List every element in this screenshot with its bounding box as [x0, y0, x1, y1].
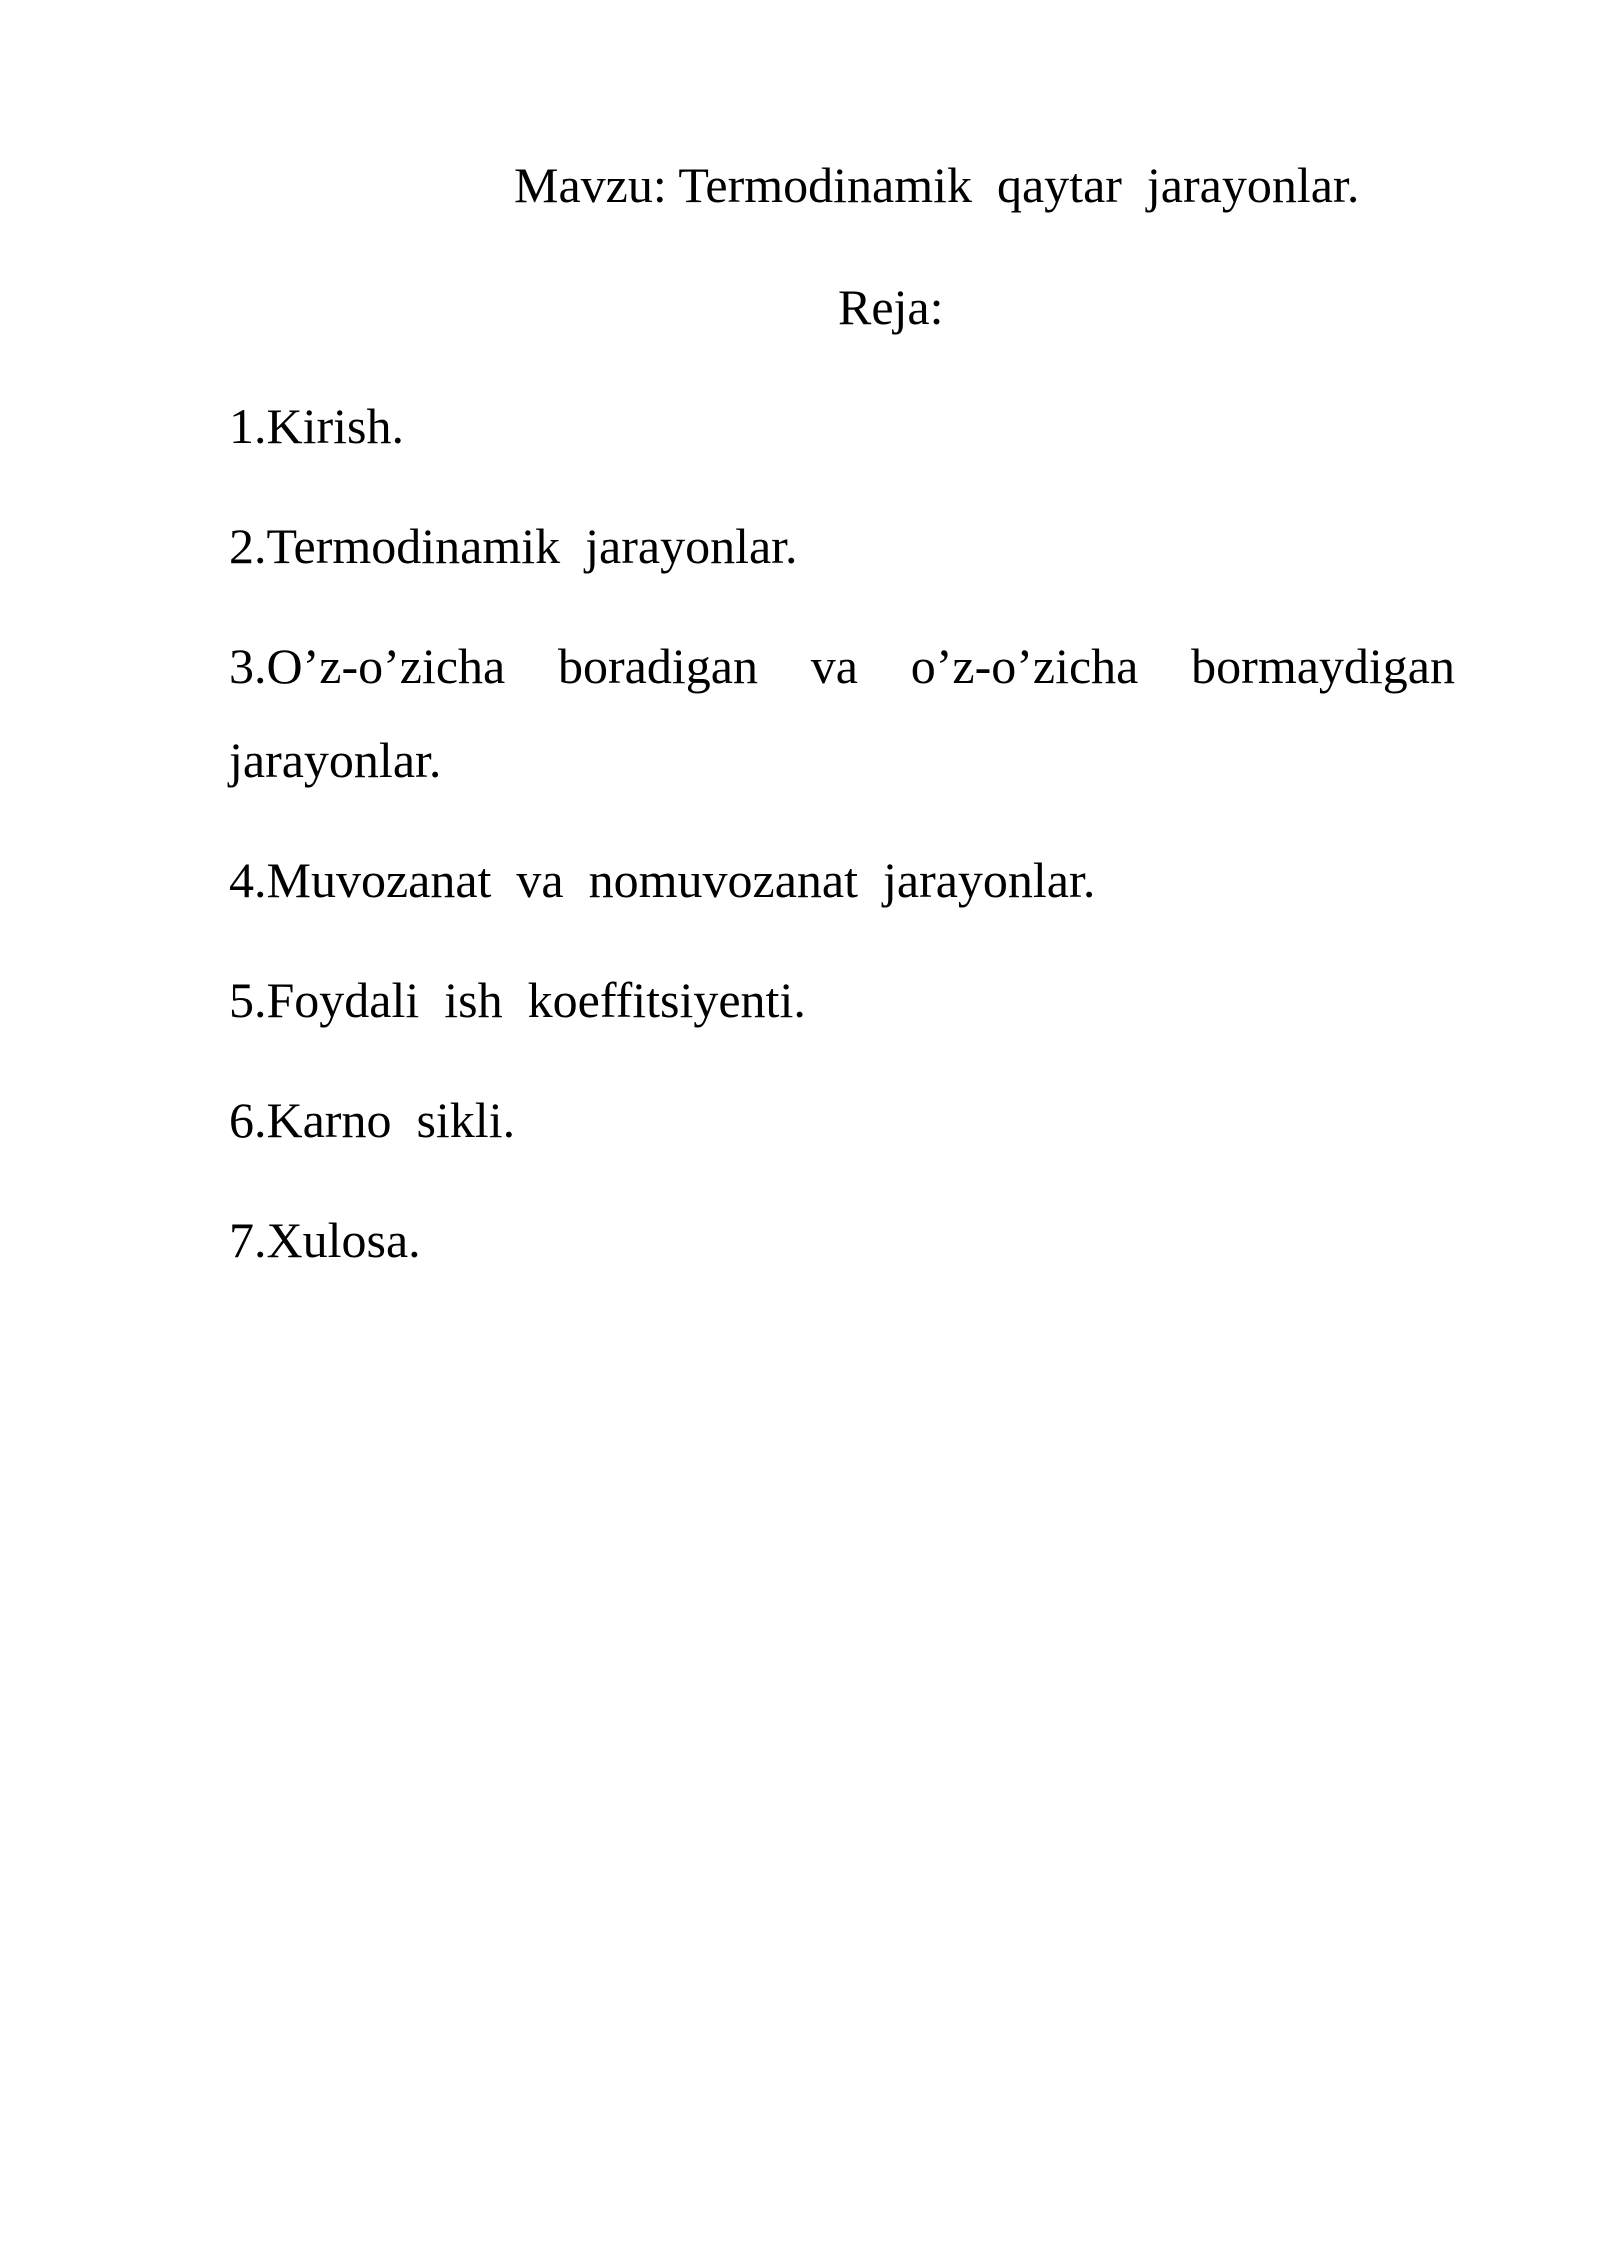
plan-item-introduction: 1.Kirish.: [229, 398, 404, 454]
plan-item-thermodynamic-processes: 2.Termodinamik jarayonlar.: [229, 518, 798, 574]
plan-item-carnot-cycle: 6.Karno sikli.: [229, 1092, 516, 1148]
plan-item-equilibrium-processes: 4.Muvozanat va nomuvozanat jarayonlar.: [229, 852, 1096, 908]
plan-item-conclusion: 7.Xulosa.: [229, 1212, 421, 1268]
plan-heading: Reja:: [838, 279, 944, 335]
plan-item-efficiency: 5.Foydali ish koeffitsiyenti.: [229, 972, 806, 1028]
topic-title: Mavzu: Termodinamik qaytar jarayonlar.: [514, 157, 1360, 213]
plan-item-spontaneous-processes: 3.O’z-o’zicha boradigan va o’z-o’zicha bormaydigan jarayonlar.: [229, 638, 1455, 788]
plan-list: [229, 391, 1455, 1325]
